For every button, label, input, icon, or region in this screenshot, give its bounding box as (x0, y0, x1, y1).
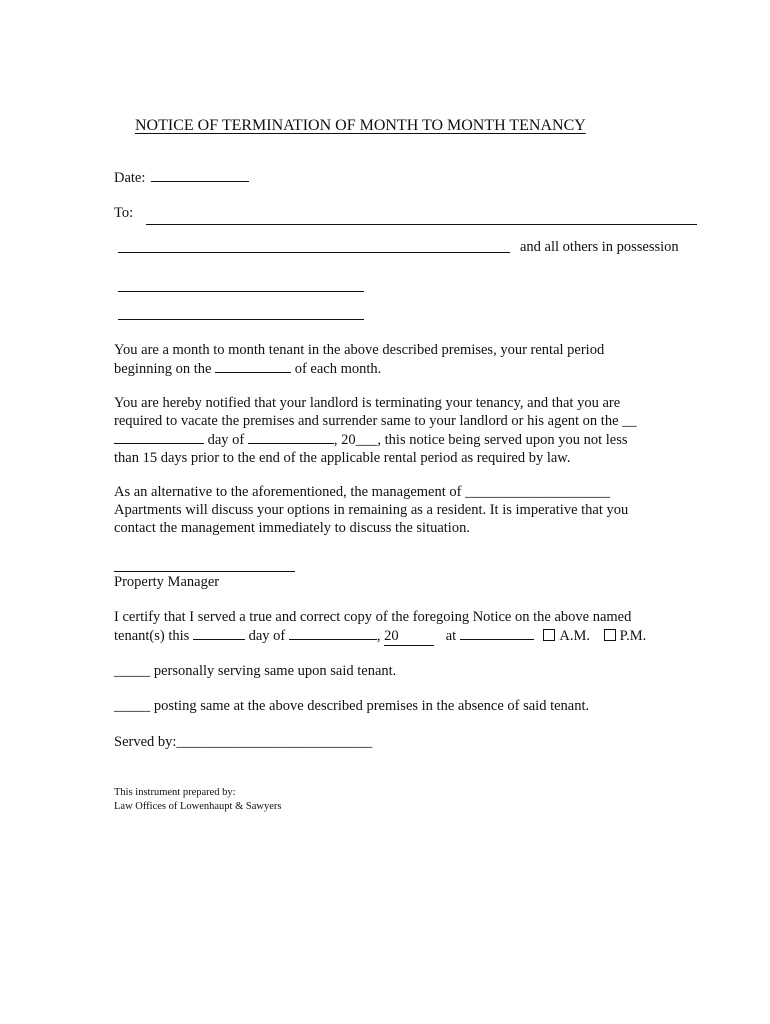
manager-signature-line[interactable] (114, 571, 295, 572)
para3-line2: Apartments will discuss your options in remaining as a resident. It is imperative that you (114, 502, 629, 518)
law-office: Law Offices of Lowenhaupt & Sawyers (114, 801, 282, 812)
prepared-by: This instrument prepared by: (114, 787, 236, 798)
property-manager-label: Property Manager (114, 574, 220, 590)
termination-paragraph (114, 394, 674, 467)
certify-line1: I certify that I served a true and correct copy of the foregoing Notice on the above named (114, 609, 632, 625)
to-line-2[interactable] (118, 252, 510, 253)
para2-line2: required to vacate the premises and surrender same to your landlord or his agent on the __ (114, 413, 637, 429)
alternative-paragraph (114, 483, 674, 537)
date-row (114, 168, 249, 187)
served-time-blank[interactable] (460, 626, 534, 640)
served-by-line: Served by:___________________________ (114, 734, 373, 750)
to-label: To: (114, 205, 134, 221)
para1-line1: You are a month to month tenant in the above described premises, your rental period (114, 342, 605, 358)
served-day-blank[interactable] (193, 626, 245, 640)
possession-text: and all others in possession (520, 239, 679, 255)
date-blank[interactable] (151, 168, 249, 182)
address-line-1[interactable] (118, 291, 364, 292)
posting-line: _____ posting same at the above described premises in the absence of said tenant. (114, 698, 590, 714)
tenancy-paragraph (114, 341, 674, 378)
address-line-2[interactable] (118, 319, 364, 320)
certify-line2: tenant(s) this day of , 20 at A.M. P.M. (114, 628, 647, 644)
date-label: Date: (114, 170, 146, 186)
to-line-1[interactable] (146, 224, 697, 225)
certify-paragraph (114, 608, 674, 646)
served-year-field[interactable]: 20 (384, 627, 434, 646)
served-month-blank[interactable] (289, 626, 377, 640)
para2-line1: You are hereby notified that your landlord is terminating your tenancy, and that you are (114, 395, 621, 411)
para2-line3: day of , 20___, this notice being served upon you not less (114, 430, 674, 449)
am-label: A.M. (559, 628, 591, 644)
para2-line4: than 15 days prior to the end of the applicable rental period as required by law. (114, 450, 571, 466)
page-title: NOTICE OF TERMINATION OF MONTH TO MONTH TENANCY (135, 117, 586, 134)
personal-serving-line: _____ personally serving same upon said tenant. (114, 663, 397, 679)
para3-line3: contact the management immediately to discuss the situation. (114, 520, 470, 536)
para1-line2: beginning on the of each month. (114, 361, 382, 377)
vacate-month-blank[interactable] (248, 430, 334, 444)
pm-label: P.M. (619, 628, 647, 644)
period-start-blank[interactable] (215, 359, 291, 373)
am-checkbox[interactable] (543, 629, 555, 641)
para3-line1: As an alternative to the aforementioned, the management of ____________________ (114, 484, 611, 500)
vacate-day-blank[interactable] (114, 430, 204, 444)
pm-checkbox[interactable] (604, 629, 616, 641)
